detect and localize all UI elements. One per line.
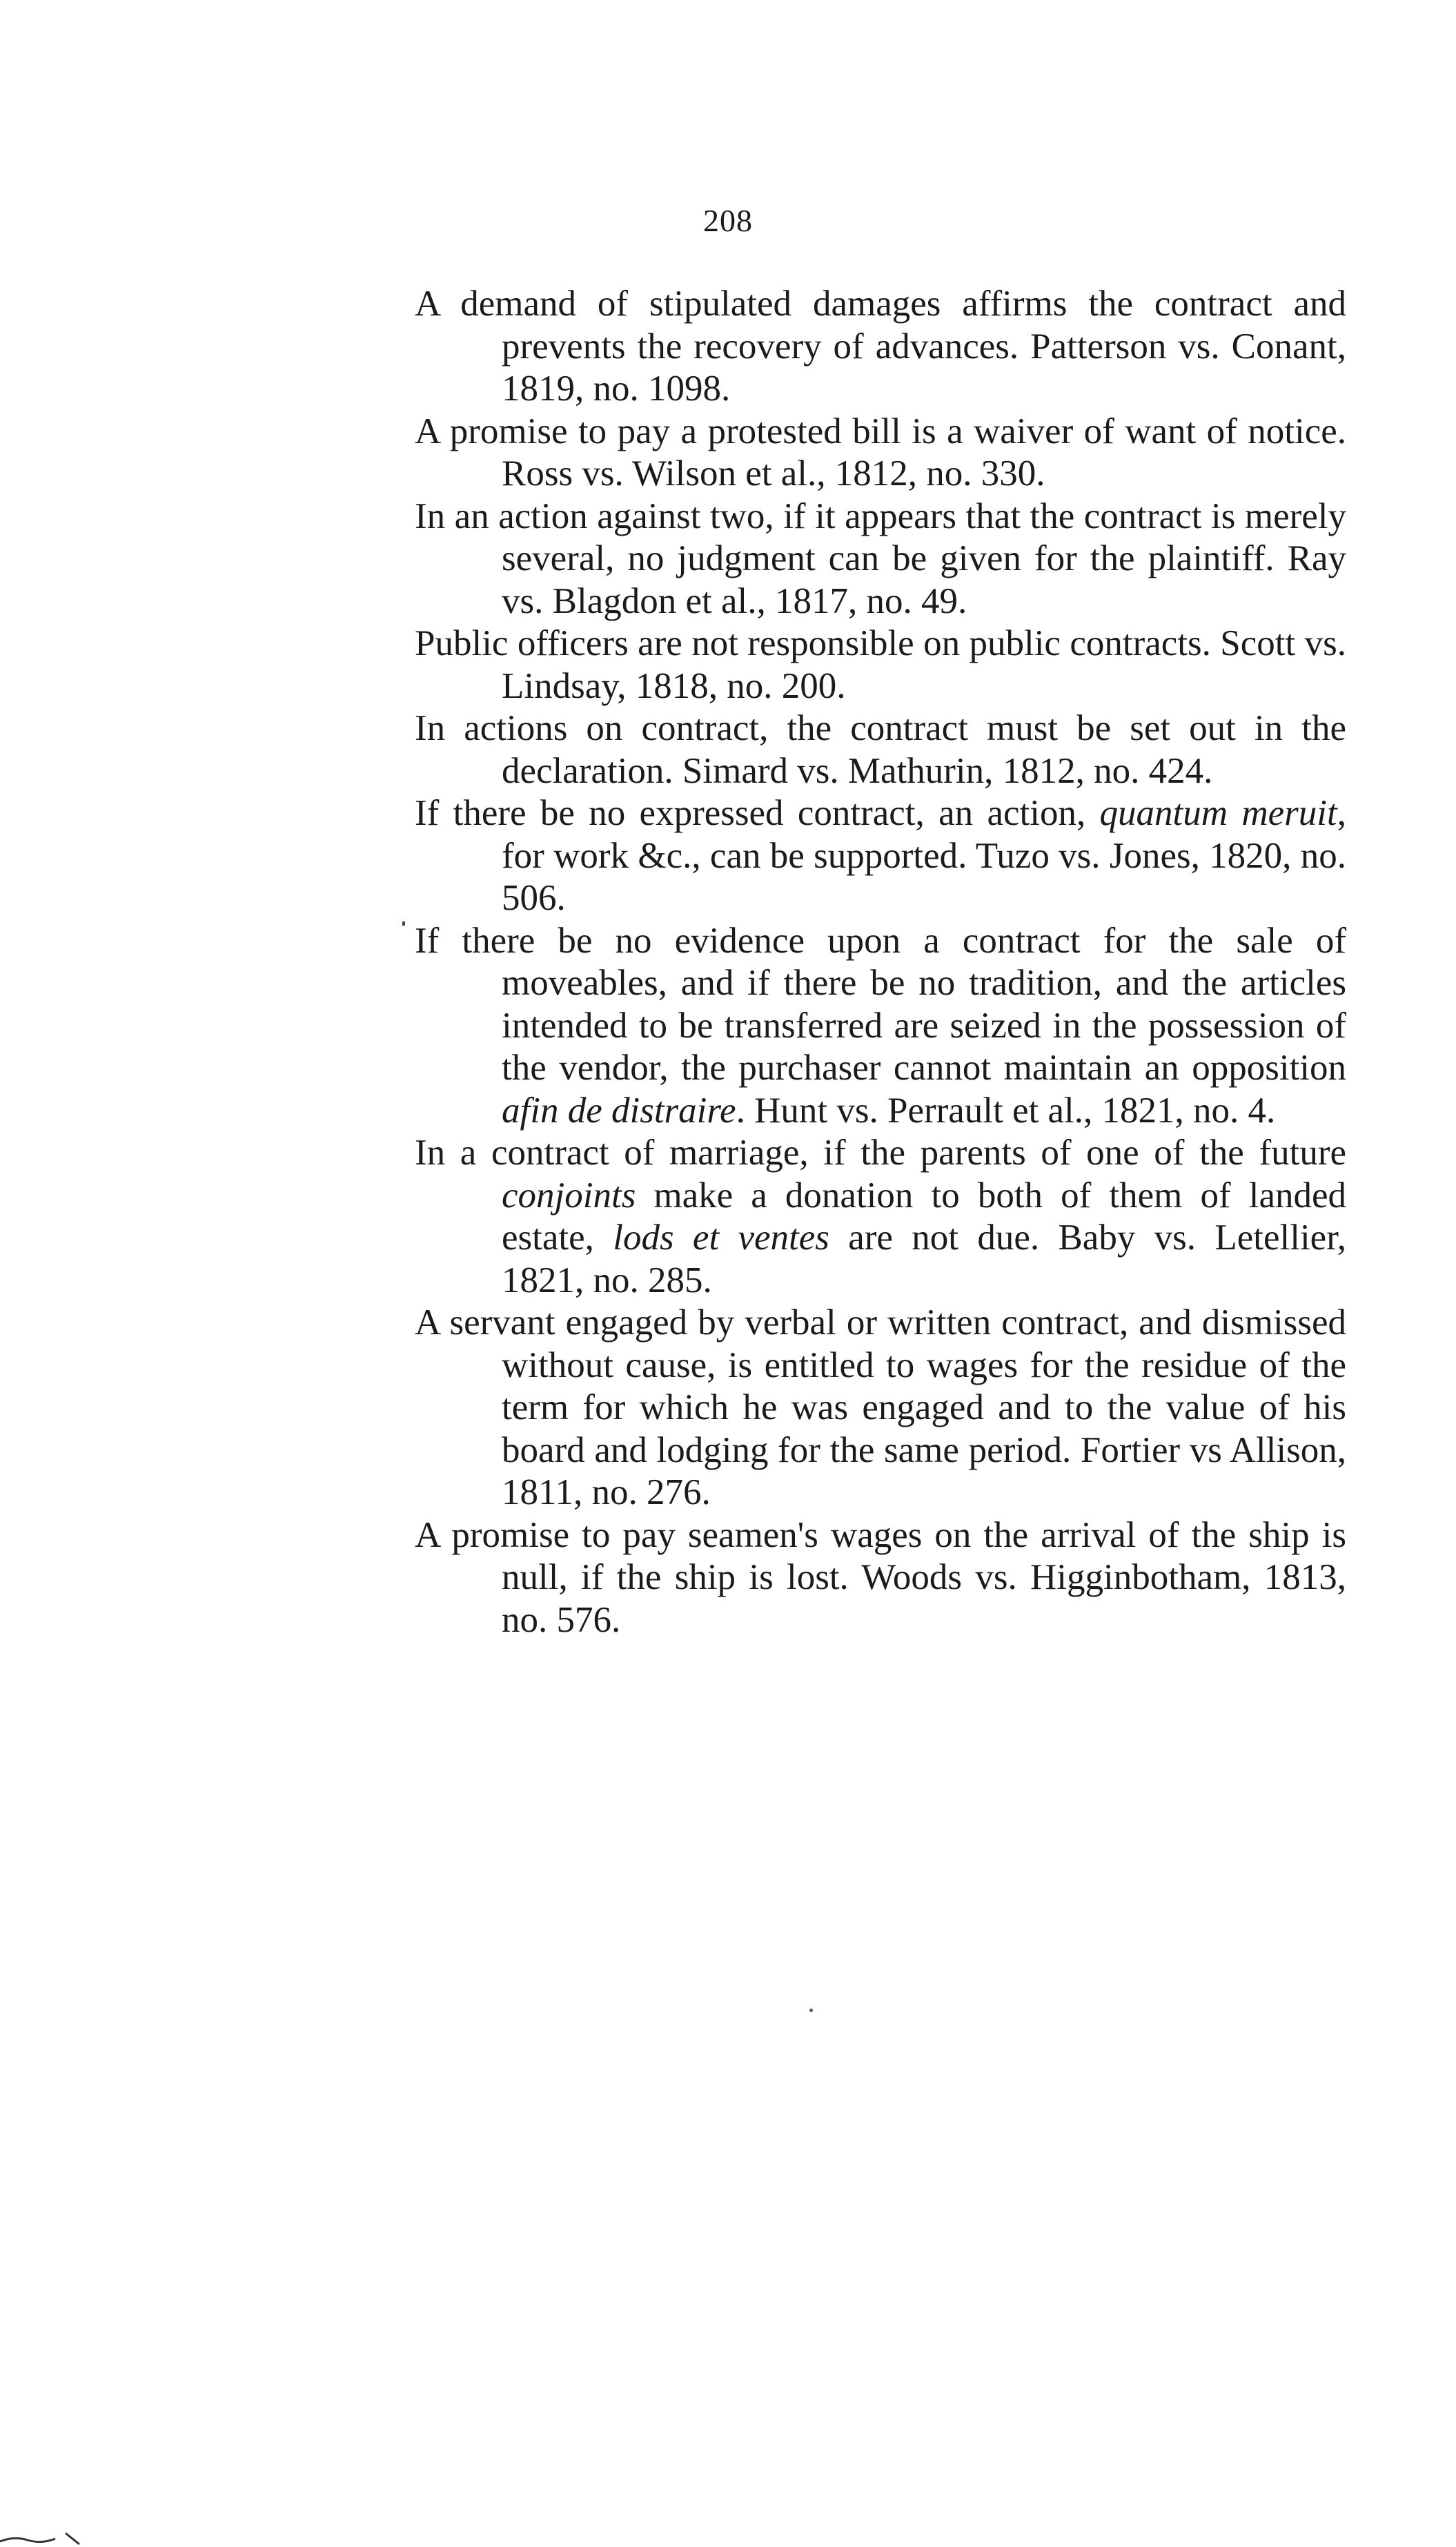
digest-entry: A promise to pay seamen's wages on the arrival of the ship is null, if the ship is lost. Woods vs. Higginbotham, 1813, no. 576. — [415, 1514, 1346, 1640]
digest-entry: In a contract of marriage, if the parents of one of the future conjoints make a donation to both of them of landed estate, lods et ventes are not due. Baby vs. Letellier, 1821, no. 285. — [415, 1133, 1346, 1300]
digest-entry: A demand of stipulated damages affirms the contract and prevents the recovery of advances. Patterson vs. Conant, 1819, no. 1098. — [415, 284, 1346, 409]
digest-entry: In actions on contract, the contract must be set out in the declaration. Simard vs. Mathurin, 1812, no. 424. — [415, 708, 1346, 791]
digest-entry: If there be no expressed contract, an action, quantum meruit, for work &c., can be supported. Tuzo vs. Jones, 1820, no. 506. — [415, 793, 1346, 918]
page-number: 208 — [703, 203, 753, 238]
digest-entry: If there be no evidence upon a contract for the sale of moveables, and if there be no tradition, and the articles intended to be transferred are seized in the possession of the vendor, the purchaser cannot maintain an opposition afin de distraire. Hunt vs. Perrault et al., 1821, no. 4. — [415, 920, 1346, 1131]
ink-speck — [402, 921, 405, 926]
digest-entry: A promise to pay a protested bill is a waiver of want of notice. Ross vs. Wilson et al., 1812, no. 330. — [415, 411, 1346, 494]
digest-entry: A servant engaged by verbal or written contract, and dismissed without cause, is entitled to wages for the residue of the term for which he was engaged and to the value of his board and lodging for the same period. Fortier vs Allison, 1811, no. 276. — [415, 1302, 1346, 1512]
ink-speck — [809, 2009, 813, 2012]
margin-mark — [0, 2526, 90, 2547]
digest-entry: In an action against two, if it appears that the contract is merely several, no judgment can be given for the plaintiff. Ray vs. Blagdon et al., 1817, no. 49. — [415, 496, 1346, 621]
digest-entry: Public officers are not responsible on public contracts. Scott vs. Lindsay, 1818, no. 200. — [415, 623, 1346, 706]
digest-entries — [415, 283, 1346, 1641]
